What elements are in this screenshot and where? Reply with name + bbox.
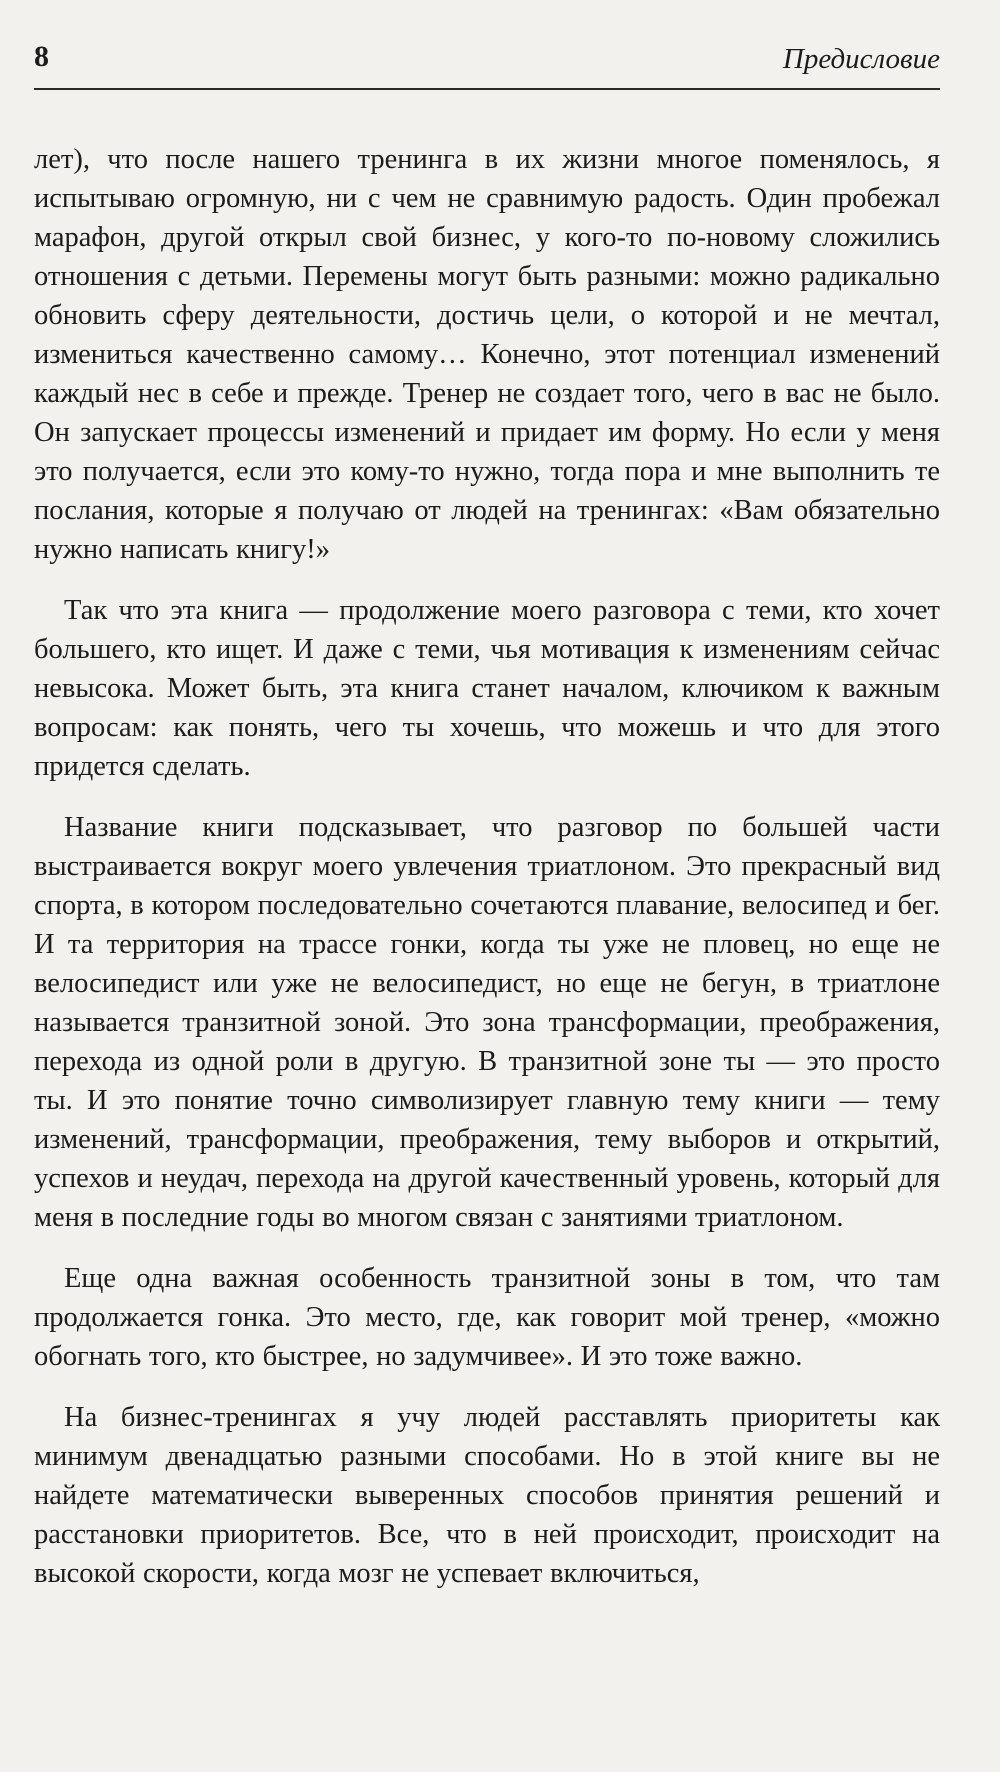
paragraph-4: Еще одна важная особенность транзитной зоны в том, что там продолжается гонка. Это место, где, как говорит мой тренер, «можно обогнать того, кто быстрее, но задумчивее». И это тоже важно.: [34, 1263, 940, 1372]
header-rule: [34, 88, 940, 90]
page-number: 8: [34, 40, 49, 73]
body-text: [34, 140, 940, 1593]
paragraph-3: Название книги подсказывает, что разговор по большей части выстраивается вокруг моего увлечения триатлоном. Это прекрасный вид спорта, в котором последовательно сочетаются плавание, велосипед и бег. И та территория на трассе гонки, когда ты уже не пловец, но еще не велосипедист или уже не велосипедист, но еще не бегун, в триатлоне называется транзитной зоной. Это зона трансформации, преображения, перехода из одной роли в другую. В транзитной зоне ты — это просто ты. И это понятие точно символизирует главную тему книги — тему изменений, трансформации, преображения, тему выборов и открытий, успехов и неудач, перехода на другой качественный уровень, который для меня в последние годы во многом связан с занятиями триатлоном.: [34, 812, 940, 1233]
paragraph-1: лет), что после нашего тренинга в их жизни многое поменялось, я испытываю огромную, ни с чем не сравнимую радость. Один пробежал марафон, другой открыл свой бизнес, у кого-то по-новому сложились отношения с детьми. Перемены могут быть разными: можно радикально обновить сферу деятельности, достичь цели, о которой и не мечтал, измениться качественно самому… Конечно, этот потенциал изменений каждый нес в себе и прежде. Тренер не создает того, чего в вас не было. Он запускает процессы изменений и придает им форму. Но если у меня это получается, если это кому-то нужно, тогда пора и мне выполнить те послания, которые я получаю от людей на тренингах: «Вам обязательно нужно написать книгу!»: [34, 144, 940, 565]
paragraph-5: На бизнес-тренингах я учу людей расставлять приоритеты как минимум двенадцатью разными способами. Но в этой книге вы не найдете математически выверенных способов принятия решений и расстановки приоритетов. Все, что в ней происходит, происходит на высокой скорости, когда мозг не успевает включиться,: [34, 1402, 940, 1589]
section-title: Предисловие: [782, 43, 940, 75]
running-head: [34, 0, 940, 90]
paragraph-2: Так что эта книга — продолжение моего разговора с теми, кто хочет большего, кто ищет. И даже с теми, чья мотивация к изменениям сейчас невысока. Может быть, эта книга станет началом, ключиком к важным вопросам: как понять, чего ты хочешь, что можешь и что для этого придется сделать.: [34, 595, 940, 782]
